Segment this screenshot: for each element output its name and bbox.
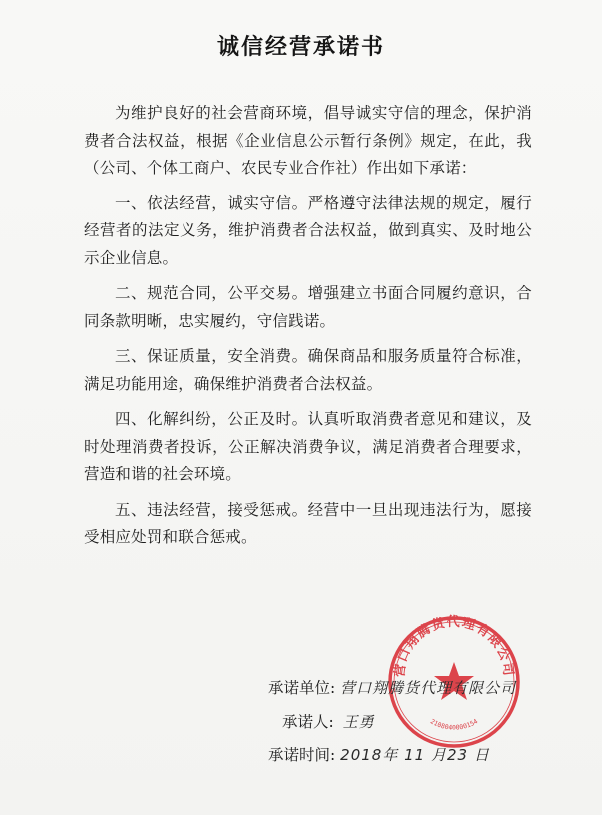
paragraph-2: 二、规范合同，公平交易。增强建立书面合同履约意识，合同条款明晰，忠实履约，守信践诺。: [84, 284, 532, 330]
signature-unit-label: 承诺单位:: [268, 679, 336, 697]
paragraph-5: 五、违法经营，接受惩戒。经营中一旦出现违法行为，愿接受相应处罚和联合惩戒。: [84, 500, 532, 546]
document-title: 诚信经营承诺书: [216, 35, 385, 60]
signature-unit-value: 营口翔腾货代理有限公司: [340, 679, 517, 697]
signature-person-label: 承诺人:: [282, 713, 334, 731]
svg-text:2108040000154: 2108040000154: [428, 717, 480, 732]
paragraph-1: 一、依法经营，诚实守信。严格遵守法律法规的规定，履行经营者的法定义务，维护消费者合法权益，做到真实、及时地公示企业信息。: [84, 193, 532, 267]
signature-person-row: [282, 710, 375, 732]
paragraph-4: 四、化解纠纷，公正及时。认真听取消费者意见和建议，及时处理消费者投诉，公正解决消费争议，满足消费者合理要求，营造和谐的社会环境。: [84, 410, 532, 483]
signature-time-value: 2018年 11 月23 日: [340, 746, 490, 764]
signature-person-value: 王勇: [342, 713, 375, 731]
paragraph-intro: 为维护良好的社会营商环境，倡导诚实守信的理念，保护消费者合法权益，根据《企业信息公示暂行条例》规定，在此，我（公司、个体工商户、农民专业合作社）作出如下承诺：: [84, 104, 532, 177]
signature-time-label: 承诺时间:: [268, 746, 336, 764]
paragraph-3: 三、保证质量，安全消费。确保商品和服务质量符合标准，满足功能用途，确保维护消费者合法权益。: [84, 347, 532, 393]
document-body: [84, 100, 532, 560]
signature-unit-row: [268, 676, 516, 698]
signature-time-row: [268, 743, 490, 765]
svg-text:营口翔腾货代理有限公司: 营口翔腾货代理有限公司: [392, 615, 516, 678]
